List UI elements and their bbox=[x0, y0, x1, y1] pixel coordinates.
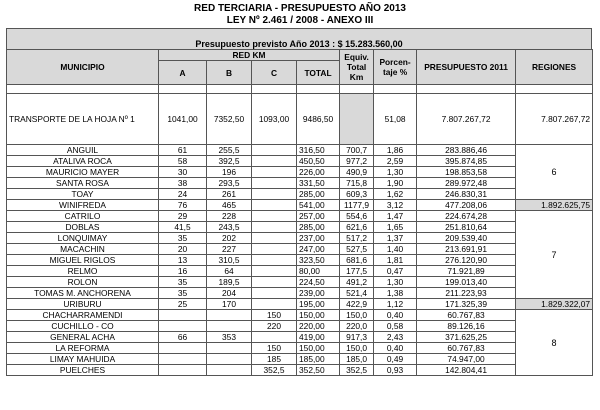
b-cell: 196 bbox=[207, 167, 252, 178]
c-cell bbox=[252, 156, 297, 167]
c-cell bbox=[252, 189, 297, 200]
equiv-cell: 150,0 bbox=[340, 310, 374, 321]
presupuesto-cell: 246.830,31 bbox=[417, 189, 516, 200]
c-cell bbox=[252, 332, 297, 343]
presupuesto-cell: 71.921,89 bbox=[417, 266, 516, 277]
col-municipio: MUNICIPIO bbox=[7, 50, 159, 85]
municipio-cell: DOBLAS bbox=[7, 222, 159, 233]
carry-pct: 51,08 bbox=[374, 94, 417, 145]
table-row bbox=[7, 222, 593, 233]
table-row bbox=[7, 255, 593, 266]
equiv-cell: 352,5 bbox=[340, 365, 374, 376]
a-cell: 35 bbox=[159, 233, 207, 244]
b-cell: 228 bbox=[207, 211, 252, 222]
b-cell: 465 bbox=[207, 200, 252, 211]
presupuesto-cell: 211.223,93 bbox=[417, 288, 516, 299]
b-cell: 392,5 bbox=[207, 156, 252, 167]
carry-equiv bbox=[340, 94, 374, 145]
municipio-cell: MIGUEL RIGLOS bbox=[7, 255, 159, 266]
total-cell: 226,00 bbox=[297, 167, 340, 178]
c-cell bbox=[252, 299, 297, 310]
equiv-cell: 1177,9 bbox=[340, 200, 374, 211]
presupuesto-cell: 276.120,90 bbox=[417, 255, 516, 266]
b-cell: 310,5 bbox=[207, 255, 252, 266]
total-cell: 220,00 bbox=[297, 321, 340, 332]
total-cell: 195,00 bbox=[297, 299, 340, 310]
total-cell: 331,50 bbox=[297, 178, 340, 189]
a-cell: 20 bbox=[159, 244, 207, 255]
b-cell: 204 bbox=[207, 288, 252, 299]
pct-cell: 0,49 bbox=[374, 354, 417, 365]
c-cell: 150 bbox=[252, 310, 297, 321]
c-cell bbox=[252, 222, 297, 233]
a-cell bbox=[159, 365, 207, 376]
table-row bbox=[7, 156, 593, 167]
total-cell: 257,00 bbox=[297, 211, 340, 222]
pct-cell: 0,40 bbox=[374, 343, 417, 354]
equiv-cell: 609,3 bbox=[340, 189, 374, 200]
c-cell bbox=[252, 211, 297, 222]
pct-cell: 1,90 bbox=[374, 178, 417, 189]
pct-cell: 1,30 bbox=[374, 167, 417, 178]
a-cell: 24 bbox=[159, 189, 207, 200]
pct-cell: 1,38 bbox=[374, 288, 417, 299]
pct-cell: 0,47 bbox=[374, 266, 417, 277]
b-cell bbox=[207, 310, 252, 321]
equiv-cell: 491,2 bbox=[340, 277, 374, 288]
equiv-cell: 527,5 bbox=[340, 244, 374, 255]
b-cell: 353 bbox=[207, 332, 252, 343]
col-equiv: Equiv. Total Km bbox=[340, 50, 374, 85]
total-cell: 285,00 bbox=[297, 189, 340, 200]
table-row bbox=[7, 189, 593, 200]
equiv-cell: 422,9 bbox=[340, 299, 374, 310]
spacer-row bbox=[7, 85, 593, 94]
pct-cell: 1,62 bbox=[374, 189, 417, 200]
municipio-cell: SANTA ROSA bbox=[7, 178, 159, 189]
document-subtitle: LEY Nº 2.461 / 2008 - ANEXO III bbox=[226, 15, 374, 26]
presupuesto-cell: 209.539,40 bbox=[417, 233, 516, 244]
a-cell: 35 bbox=[159, 277, 207, 288]
presupuesto-cell: 74.947,00 bbox=[417, 354, 516, 365]
municipio-cell: TOMAS M. ANCHORENA bbox=[7, 288, 159, 299]
col-b: B bbox=[207, 61, 252, 85]
total-cell: 239,00 bbox=[297, 288, 340, 299]
table-row bbox=[7, 145, 593, 156]
c-cell bbox=[252, 145, 297, 156]
table-row bbox=[7, 310, 593, 321]
equiv-cell: 517,2 bbox=[340, 233, 374, 244]
carry-c: 1093,00 bbox=[252, 94, 297, 145]
pct-cell: 1,37 bbox=[374, 233, 417, 244]
equiv-cell: 700,7 bbox=[340, 145, 374, 156]
a-cell bbox=[159, 321, 207, 332]
b-cell bbox=[207, 343, 252, 354]
pct-cell: 0,40 bbox=[374, 310, 417, 321]
equiv-cell: 185,0 bbox=[340, 354, 374, 365]
municipio-cell: TOAY bbox=[7, 189, 159, 200]
region-7-label: 7 bbox=[516, 211, 593, 299]
municipio-cell: GENERAL ACHA bbox=[7, 332, 159, 343]
equiv-cell: 917,3 bbox=[340, 332, 374, 343]
c-cell: 150 bbox=[252, 343, 297, 354]
total-cell: 150,00 bbox=[297, 310, 340, 321]
table-row bbox=[7, 299, 593, 310]
table-row bbox=[7, 167, 593, 178]
equiv-cell: 220,0 bbox=[340, 321, 374, 332]
c-cell bbox=[252, 200, 297, 211]
col-a: A bbox=[159, 61, 207, 85]
table-row bbox=[7, 233, 593, 244]
pct-cell: 3,12 bbox=[374, 200, 417, 211]
total-cell: 450,50 bbox=[297, 156, 340, 167]
total-cell: 323,50 bbox=[297, 255, 340, 266]
b-cell: 243,5 bbox=[207, 222, 252, 233]
budget-bar bbox=[6, 28, 592, 50]
b-cell: 261 bbox=[207, 189, 252, 200]
col-presupuesto: PRESUPUESTO 2011 bbox=[417, 50, 516, 85]
presupuesto-cell: 395.874,85 bbox=[417, 156, 516, 167]
pct-cell: 1,40 bbox=[374, 244, 417, 255]
total-cell: 419,00 bbox=[297, 332, 340, 343]
b-cell: 189,5 bbox=[207, 277, 252, 288]
presupuesto-cell: 251.810,64 bbox=[417, 222, 516, 233]
equiv-cell: 621,6 bbox=[340, 222, 374, 233]
header-row-top bbox=[7, 50, 593, 61]
total-cell: 150,00 bbox=[297, 343, 340, 354]
b-cell: 255,5 bbox=[207, 145, 252, 156]
a-cell: 13 bbox=[159, 255, 207, 266]
municipio-cell: CHACHARRAMENDI bbox=[7, 310, 159, 321]
c-cell bbox=[252, 167, 297, 178]
c-cell bbox=[252, 233, 297, 244]
municipio-cell: LONQUIMAY bbox=[7, 233, 159, 244]
municipio-cell: RELMO bbox=[7, 266, 159, 277]
municipio-cell: ROLON bbox=[7, 277, 159, 288]
pct-cell: 0,58 bbox=[374, 321, 417, 332]
pct-cell: 1,30 bbox=[374, 277, 417, 288]
c-cell bbox=[252, 277, 297, 288]
c-cell: 220 bbox=[252, 321, 297, 332]
total-cell: 247,00 bbox=[297, 244, 340, 255]
equiv-cell: 715,8 bbox=[340, 178, 374, 189]
presupuesto-cell: 60.767,83 bbox=[417, 310, 516, 321]
budget-line: Presupuesto previsto Año 2013 : $ 15.283.560,00 bbox=[195, 39, 403, 49]
municipio-cell: WINIFREDA bbox=[7, 200, 159, 211]
presupuesto-cell: 142.804,41 bbox=[417, 365, 516, 376]
a-cell bbox=[159, 354, 207, 365]
col-regiones: REGIONES bbox=[516, 50, 593, 85]
equiv-cell: 977,2 bbox=[340, 156, 374, 167]
col-porcentaje: Porcen-taje % bbox=[374, 50, 417, 85]
presupuesto-cell: 89.126,16 bbox=[417, 321, 516, 332]
a-cell: 58 bbox=[159, 156, 207, 167]
a-cell: 25 bbox=[159, 299, 207, 310]
table-row bbox=[7, 266, 593, 277]
presupuesto-cell: 199.013,40 bbox=[417, 277, 516, 288]
equiv-cell: 177,5 bbox=[340, 266, 374, 277]
municipio-cell: ANGUIL bbox=[7, 145, 159, 156]
pct-cell: 1,47 bbox=[374, 211, 417, 222]
table-row bbox=[7, 321, 593, 332]
presupuesto-cell: 289.972,48 bbox=[417, 178, 516, 189]
municipio-cell: CUCHILLO - CO bbox=[7, 321, 159, 332]
pct-cell: 2,43 bbox=[374, 332, 417, 343]
municipio-cell: MACACHIN bbox=[7, 244, 159, 255]
total-cell: 224,50 bbox=[297, 277, 340, 288]
c-cell: 352,5 bbox=[252, 365, 297, 376]
c-cell bbox=[252, 255, 297, 266]
table-row bbox=[7, 288, 593, 299]
b-cell bbox=[207, 354, 252, 365]
table-row bbox=[7, 178, 593, 189]
a-cell: 29 bbox=[159, 211, 207, 222]
c-cell: 185 bbox=[252, 354, 297, 365]
carry-a: 1041,00 bbox=[159, 94, 207, 145]
municipio-cell: MAURICIO MAYER bbox=[7, 167, 159, 178]
pct-cell: 1,86 bbox=[374, 145, 417, 156]
municipio-cell: LA REFORMA bbox=[7, 343, 159, 354]
document-title: RED TERCIARIA - PRESUPUESTO AÑO 2013 bbox=[194, 3, 406, 14]
c-cell bbox=[252, 244, 297, 255]
col-red-km: RED KM bbox=[159, 50, 340, 61]
region-6-total: 1.892.625,75 bbox=[516, 200, 593, 211]
a-cell: 76 bbox=[159, 200, 207, 211]
table-row bbox=[7, 343, 593, 354]
region-8-label: 8 bbox=[516, 310, 593, 376]
b-cell: 202 bbox=[207, 233, 252, 244]
equiv-cell: 554,6 bbox=[340, 211, 374, 222]
table-row bbox=[7, 365, 593, 376]
b-cell: 293,5 bbox=[207, 178, 252, 189]
pct-cell: 1,12 bbox=[374, 299, 417, 310]
carry-b: 7352,50 bbox=[207, 94, 252, 145]
pct-cell: 1,65 bbox=[374, 222, 417, 233]
region-6-label: 6 bbox=[516, 145, 593, 200]
table-row bbox=[7, 277, 593, 288]
c-cell bbox=[252, 288, 297, 299]
a-cell: 41,5 bbox=[159, 222, 207, 233]
carry-presupuesto: 7.807.267,72 bbox=[417, 94, 516, 145]
b-cell: 170 bbox=[207, 299, 252, 310]
total-cell: 237,00 bbox=[297, 233, 340, 244]
total-cell: 285,00 bbox=[297, 222, 340, 233]
equiv-cell: 490,9 bbox=[340, 167, 374, 178]
table-row bbox=[7, 332, 593, 343]
presupuesto-cell: 198.853,58 bbox=[417, 167, 516, 178]
municipio-cell: LIMAY MAHUIDA bbox=[7, 354, 159, 365]
total-cell: 352,50 bbox=[297, 365, 340, 376]
municipio-cell: URIBURU bbox=[7, 299, 159, 310]
municipio-cell: ATALIVA ROCA bbox=[7, 156, 159, 167]
col-total: TOTAL bbox=[297, 61, 340, 85]
total-cell: 541,00 bbox=[297, 200, 340, 211]
total-cell: 185,00 bbox=[297, 354, 340, 365]
b-cell: 227 bbox=[207, 244, 252, 255]
pct-cell: 2,59 bbox=[374, 156, 417, 167]
table-row bbox=[7, 200, 593, 211]
presupuesto-cell: 171.325,39 bbox=[417, 299, 516, 310]
region-7-total: 1.829.322,07 bbox=[516, 299, 593, 310]
municipio-cell: PUELCHES bbox=[7, 365, 159, 376]
a-cell: 61 bbox=[159, 145, 207, 156]
presupuesto-cell: 213.691,91 bbox=[417, 244, 516, 255]
a-cell: 38 bbox=[159, 178, 207, 189]
equiv-cell: 521,4 bbox=[340, 288, 374, 299]
table-row bbox=[7, 211, 593, 222]
presupuesto-cell: 477.208,06 bbox=[417, 200, 516, 211]
pct-cell: 0,93 bbox=[374, 365, 417, 376]
a-cell: 35 bbox=[159, 288, 207, 299]
a-cell bbox=[159, 343, 207, 354]
c-cell bbox=[252, 178, 297, 189]
total-cell: 316,50 bbox=[297, 145, 340, 156]
carry-region: 7.807.267,72 bbox=[516, 94, 593, 145]
a-cell: 16 bbox=[159, 266, 207, 277]
b-cell bbox=[207, 365, 252, 376]
presupuesto-cell: 371.625,25 bbox=[417, 332, 516, 343]
carry-total: 9486,50 bbox=[297, 94, 340, 145]
b-cell: 64 bbox=[207, 266, 252, 277]
presupuesto-cell: 283.886,46 bbox=[417, 145, 516, 156]
table-row bbox=[7, 244, 593, 255]
a-cell: 30 bbox=[159, 167, 207, 178]
c-cell bbox=[252, 266, 297, 277]
a-cell: 66 bbox=[159, 332, 207, 343]
budget-table bbox=[6, 49, 593, 376]
carry-row bbox=[7, 94, 593, 145]
equiv-cell: 150,0 bbox=[340, 343, 374, 354]
pct-cell: 1,81 bbox=[374, 255, 417, 266]
carry-name: TRANSPORTE DE LA HOJA Nº 1 bbox=[7, 94, 159, 145]
presupuesto-cell: 60.767,83 bbox=[417, 343, 516, 354]
b-cell bbox=[207, 321, 252, 332]
a-cell bbox=[159, 310, 207, 321]
municipio-cell: CATRILO bbox=[7, 211, 159, 222]
table-row bbox=[7, 354, 593, 365]
total-cell: 80,00 bbox=[297, 266, 340, 277]
equiv-cell: 681,6 bbox=[340, 255, 374, 266]
col-c: C bbox=[252, 61, 297, 85]
presupuesto-cell: 224.674,28 bbox=[417, 211, 516, 222]
